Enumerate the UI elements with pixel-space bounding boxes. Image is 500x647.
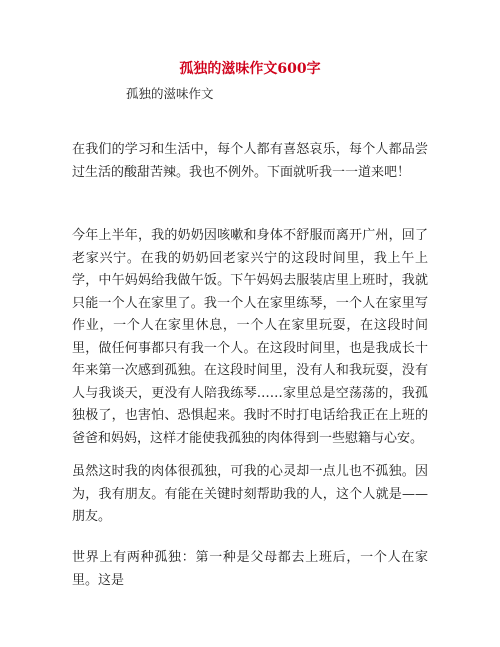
paragraph-1: 在我们的学习和生活中，每个人都有喜怒哀乐，每个人都品尝过生活的酸甜苦辣。我也不例外。下面就听我一一道来吧！ [72, 142, 428, 180]
paragraph-2: 今年上半年，我的奶奶因咳嗽和身体不舒服而离开广州，回了老家兴宁。在我的奶奶回老家兴宁的这段时间里，我上午上学，中午妈妈给我做午饭。下午妈妈去服装店里上班时，我就只能一个人在家里了。我一个人在家里练琴，一个人在家里写作业，一个人在家里休息，一个人在家里玩耍，在这段时间里，做任何事都只有我一个人。在这段时间里，也是我成长十年来第一次感到孤独。在这段时间里，没有人和我玩耍，没有人与我谈天，更没有人陪我练琴……家里总是空荡荡的，我孤独极了，也害怕、恐惧起来。我时不时打电话给我正在上班的爸爸和妈妈，这样才能使我孤独的肉体得到一些慰籍与心安。 [72, 228, 428, 446]
paragraph-3: 虽然这时我的肉体很孤独，可我的心灵却一点儿也不孤独。因为，我有朋友。有能在关键时刻帮助我的人，这个人就是——朋友。 [72, 464, 428, 524]
document-title: 孤独的滋味作文600字 [179, 61, 321, 77]
paragraph-4: 世界上有两种孤独：第一种是父母都去上班后，一个人在家里。这是 [72, 550, 428, 588]
document-subtitle: 孤独的滋味作文 [126, 86, 214, 101]
